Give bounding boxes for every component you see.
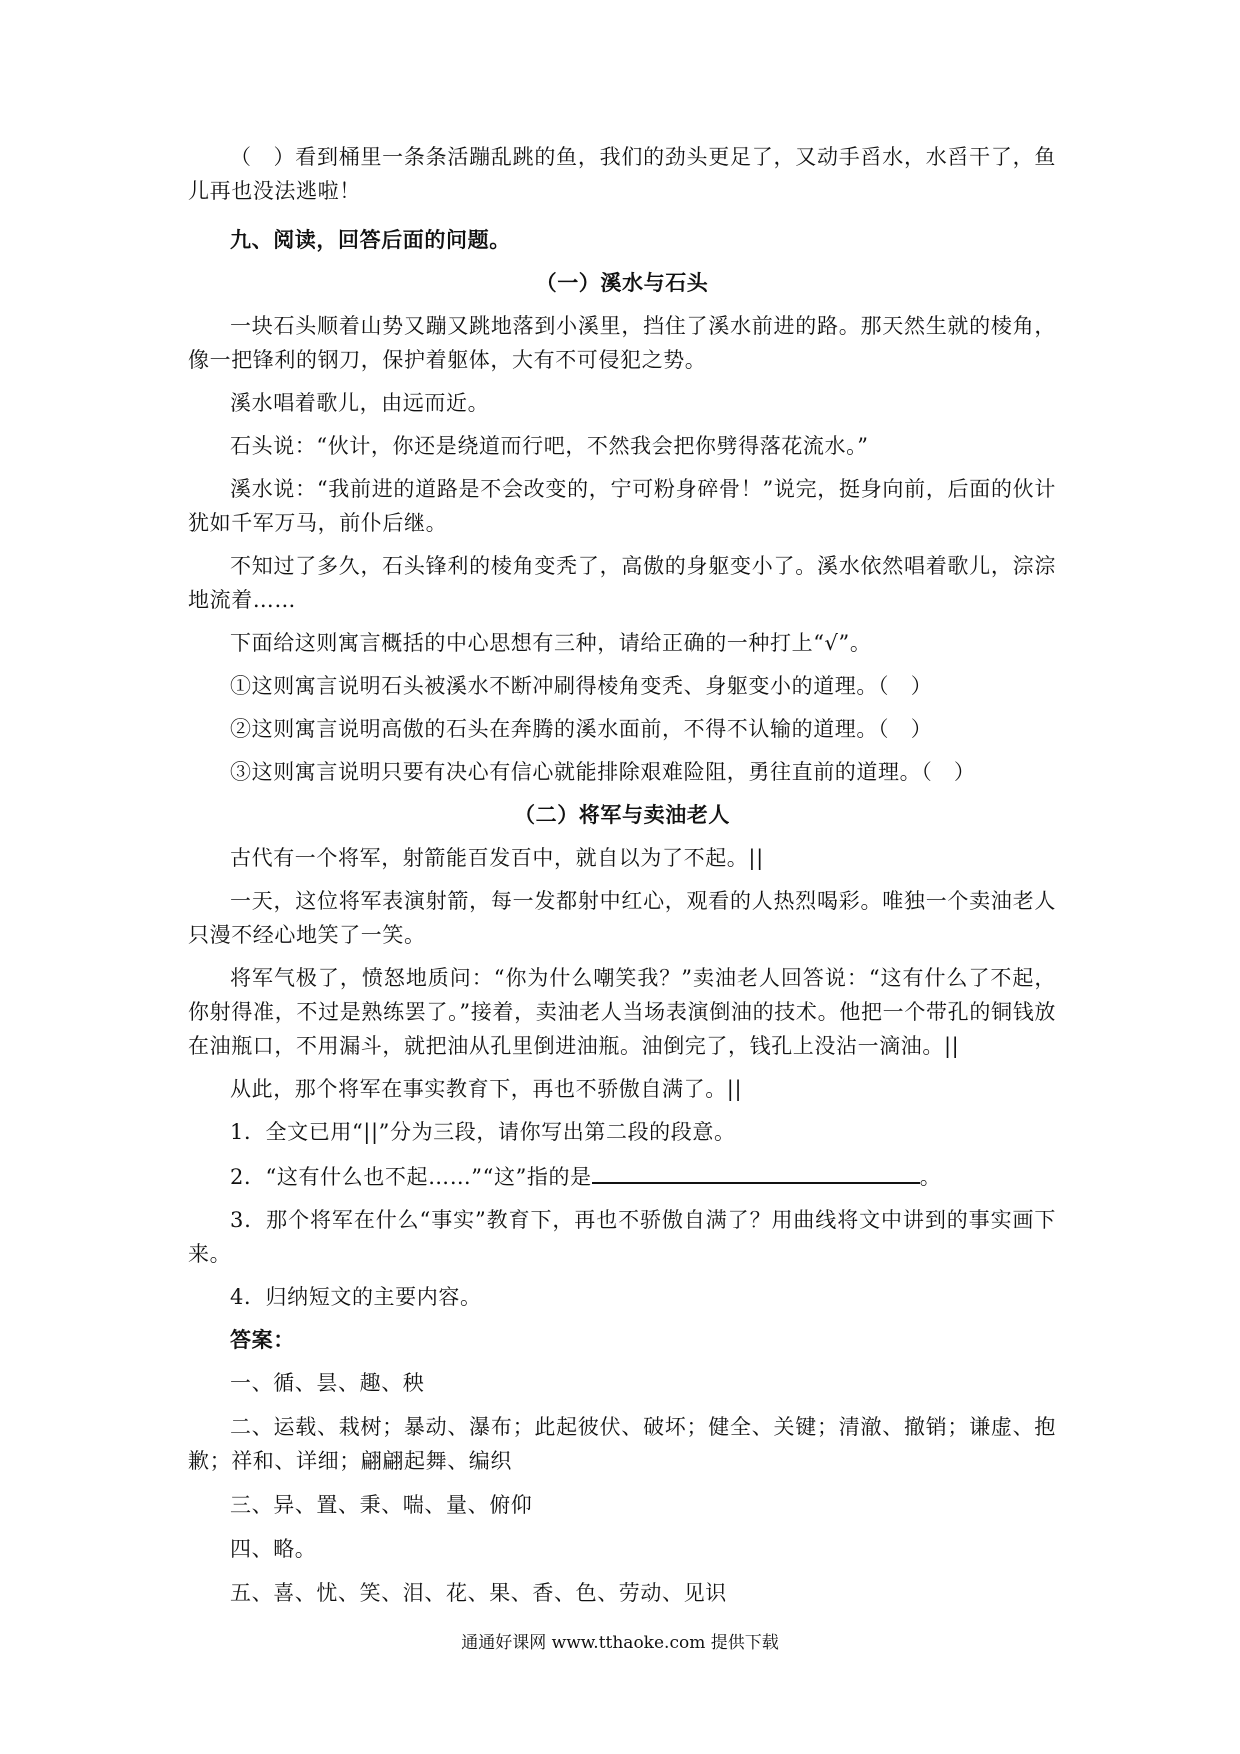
passage-2-paragraph: 一天，这位将军表演射箭，每一发都射中红心，观看的人热烈喝彩。唯独一个卖油老人只漫不经心地笑了一笑。 bbox=[188, 889, 1056, 947]
passage-2-paragraph: 将军气极了，愤怒地质问：“你为什么嘲笑我？”卖油老人回答说：“这有什么了不起，你射得准，不过是熟练罢了。”接着，卖油老人当场表演倒油的技术。他把一个带孔的铜钱放在油瓶口，不用漏斗，就把油从孔里倒进油瓶。油倒完了，钱孔上没沾一滴油。|| bbox=[188, 966, 1056, 1058]
answer-blank-line[interactable] bbox=[592, 1158, 920, 1184]
question-2-prefix: 2．“这有什么也不起……”“这”指的是 bbox=[230, 1165, 592, 1189]
question-1: 1．全文已用“||”分为三段，请你写出第二段的段意。 bbox=[230, 1120, 736, 1144]
passage-1-paragraph: 石头说：“伙计，你还是绕道而行吧，不然我会把你劈得落花流水。” bbox=[230, 434, 869, 458]
question-2-suffix: 。 bbox=[919, 1165, 942, 1189]
answer-line: 五、喜、忧、笑、泪、花、果、香、色、劳动、见识 bbox=[230, 1581, 727, 1605]
passage-1-paragraph: 溪水说：“我前进的道路是不会改变的，宁可粉身碎骨！”说完，挺身向前，后面的伙计犹如千军万马，前仆后继。 bbox=[188, 477, 1056, 535]
passage-1-paragraph: 溪水唱着歌儿，由远而近。 bbox=[230, 391, 490, 415]
passage-1-question: 下面给这则寓言概括的中心思想有三种，请给正确的一种打上“√”。 bbox=[230, 631, 872, 655]
question-4: 4．归纳短文的主要内容。 bbox=[230, 1285, 482, 1309]
passage-1-option: ③这则寓言说明只要有决心有信心就能排除艰难险阻，勇往直前的道理。（ ） bbox=[230, 760, 976, 784]
answer-line: 二、运载、栽树；暴动、瀑布；此起彼伏、破坏；健全、关键；清澈、撤销；谦虚、抱歉；祥和、详细；翩翩起舞、编织 bbox=[188, 1415, 1056, 1473]
question-3: 3．那个将军在什么“事实”教育下，再也不骄傲自满了？用曲线将文中讲到的事实画下来。 bbox=[188, 1208, 1056, 1266]
intro-paragraph: （ ）看到桶里一条条活蹦乱跳的鱼，我们的劲头更足了，又动手舀水，水舀干了，鱼儿再也没法逃啦！ bbox=[188, 145, 1056, 203]
passage-1-option: ①这则寓言说明石头被溪水不断冲刷得棱角变秃、身躯变小的道理。（ ） bbox=[230, 674, 933, 698]
passage-2-title: （二）将军与卖油老人 bbox=[514, 803, 730, 827]
answer-line: 一、循、昙、趣、秧 bbox=[230, 1371, 425, 1395]
answer-line: 三、异、置、秉、喘、量、俯仰 bbox=[230, 1493, 533, 1517]
question-2 bbox=[188, 1158, 1056, 1194]
answer-line: 四、略。 bbox=[230, 1537, 317, 1561]
passage-1-title: （一）溪水与石头 bbox=[535, 271, 709, 295]
page-footer: 通通好课网 www.tthaoke.com 提供下载 bbox=[461, 1633, 779, 1653]
document-page bbox=[188, 140, 1056, 1620]
passage-2-paragraph: 古代有一个将军，射箭能百发百中，就自以为了不起。|| bbox=[230, 846, 764, 870]
answers-heading: 答案： bbox=[230, 1328, 295, 1352]
passage-1-paragraph: 一块石头顺着山势又蹦又跳地落到小溪里，挡住了溪水前进的路。那天然生就的棱角，像一把锋利的钢刀，保护着躯体，大有不可侵犯之势。 bbox=[188, 314, 1056, 372]
answers-section bbox=[188, 1323, 1056, 1610]
passage-2-paragraph: 从此，那个将军在事实教育下，再也不骄傲自满了。|| bbox=[230, 1077, 743, 1101]
passage-1-paragraph: 不知过了多久，石头锋利的棱角变秃了，高傲的身躯变小了。溪水依然唱着歌儿，淙淙地流着…… bbox=[188, 554, 1056, 612]
section-9-heading: 九、阅读，回答后面的问题。 bbox=[230, 228, 511, 252]
passage-1-option: ②这则寓言说明高傲的石头在奔腾的溪水面前，不得不认输的道理。（ ） bbox=[230, 717, 933, 741]
